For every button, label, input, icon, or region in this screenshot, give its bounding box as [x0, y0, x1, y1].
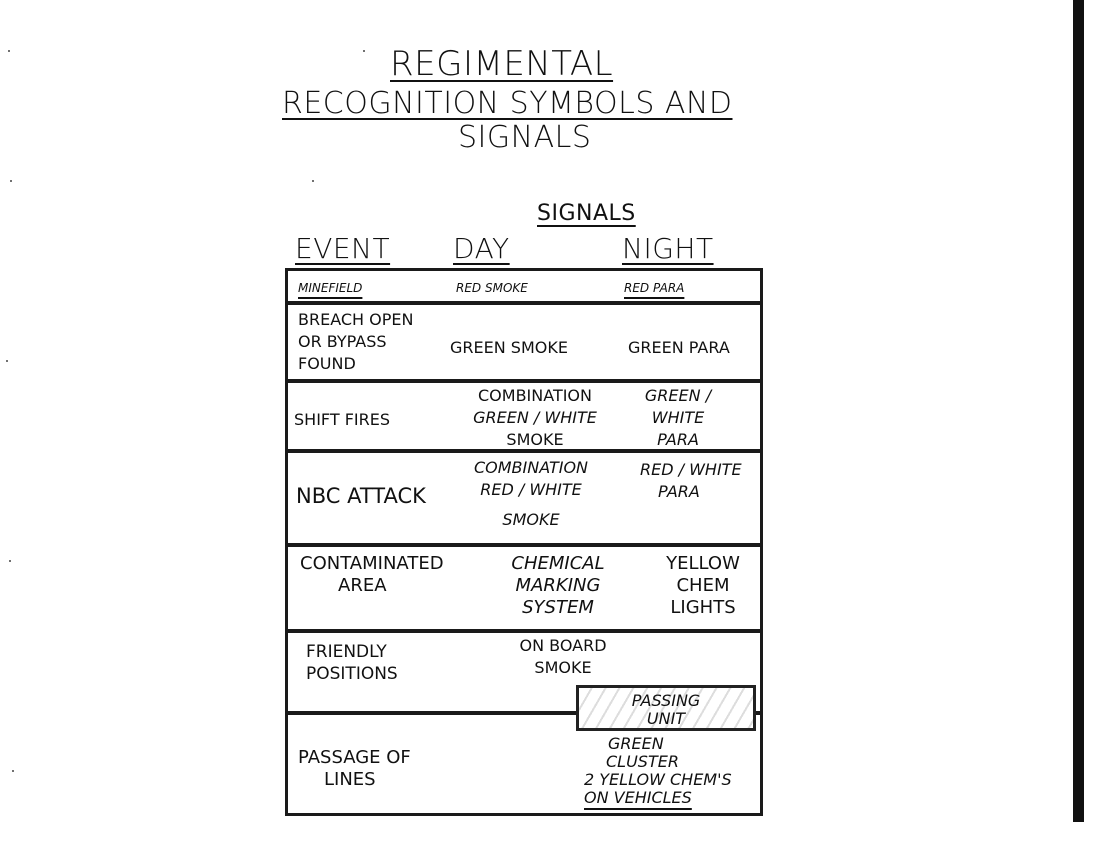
column-header-day: DAY [453, 232, 510, 265]
night-cell: GREEN / WHITE PARA [644, 386, 712, 449]
night-cell: RED / WHITE PARA [640, 460, 742, 501]
scan-speck [8, 50, 10, 52]
passing-unit-label: PASSING UNIT [576, 685, 756, 731]
scan-speck [10, 180, 12, 182]
night-cell: RED PARA [624, 281, 685, 295]
day-cell: ON BOARD SMOKE [519, 636, 607, 677]
title-line-2: RECOGNITION SYMBOLS AND [282, 86, 733, 121]
scan-speck [9, 560, 11, 562]
day-cell: COMBINATION RED / WHITE SMOKE [473, 458, 589, 529]
day-cell: RED SMOKE [456, 281, 528, 295]
event-cell: NBC ATTACK [296, 484, 426, 508]
event-cell: SHIFT FIRES [294, 410, 390, 429]
table-row-minefield [288, 271, 760, 305]
day-cell: CHEMICAL MARKING SYSTEM [511, 553, 605, 618]
table-row-shift-fires [288, 383, 760, 453]
passing-signal-cell: GREEN CLUSTER 2 YELLOW CHEM'S ON VEHICLES [584, 734, 732, 807]
day-cell: GREEN SMOKE [450, 338, 568, 357]
event-cell: BREACH OPEN OR BYPASS FOUND [298, 310, 414, 373]
night-cell: YELLOW CHEM LIGHTS [666, 553, 740, 618]
scan-edge-bar [1073, 0, 1084, 822]
event-cell: PASSAGE OF LINES [298, 747, 411, 790]
event-cell: FRIENDLY POSITIONS [306, 642, 398, 684]
night-cell: GREEN PARA [628, 338, 730, 357]
event-cell: CONTAMINATED AREA [300, 553, 444, 596]
table-row-breach [288, 305, 760, 383]
day-cell: COMBINATION GREEN / WHITE SMOKE [473, 386, 597, 449]
title-line-1: REGIMENTAL [390, 44, 614, 84]
table-row-nbc-attack [288, 453, 760, 547]
scan-speck [6, 360, 8, 362]
signals-header: SIGNALS [537, 201, 636, 226]
table-row-passage-of-lines [288, 715, 760, 813]
event-cell: MINEFIELD [298, 281, 363, 295]
scan-speck [363, 50, 365, 52]
column-header-event: EVENT [295, 232, 391, 265]
table-row-contaminated-area [288, 547, 760, 633]
scan-speck [312, 180, 314, 182]
scan-speck [12, 770, 14, 772]
column-header-night: NIGHT [622, 232, 714, 265]
signals-table [285, 268, 763, 816]
title-line-3: SIGNALS [458, 120, 592, 155]
